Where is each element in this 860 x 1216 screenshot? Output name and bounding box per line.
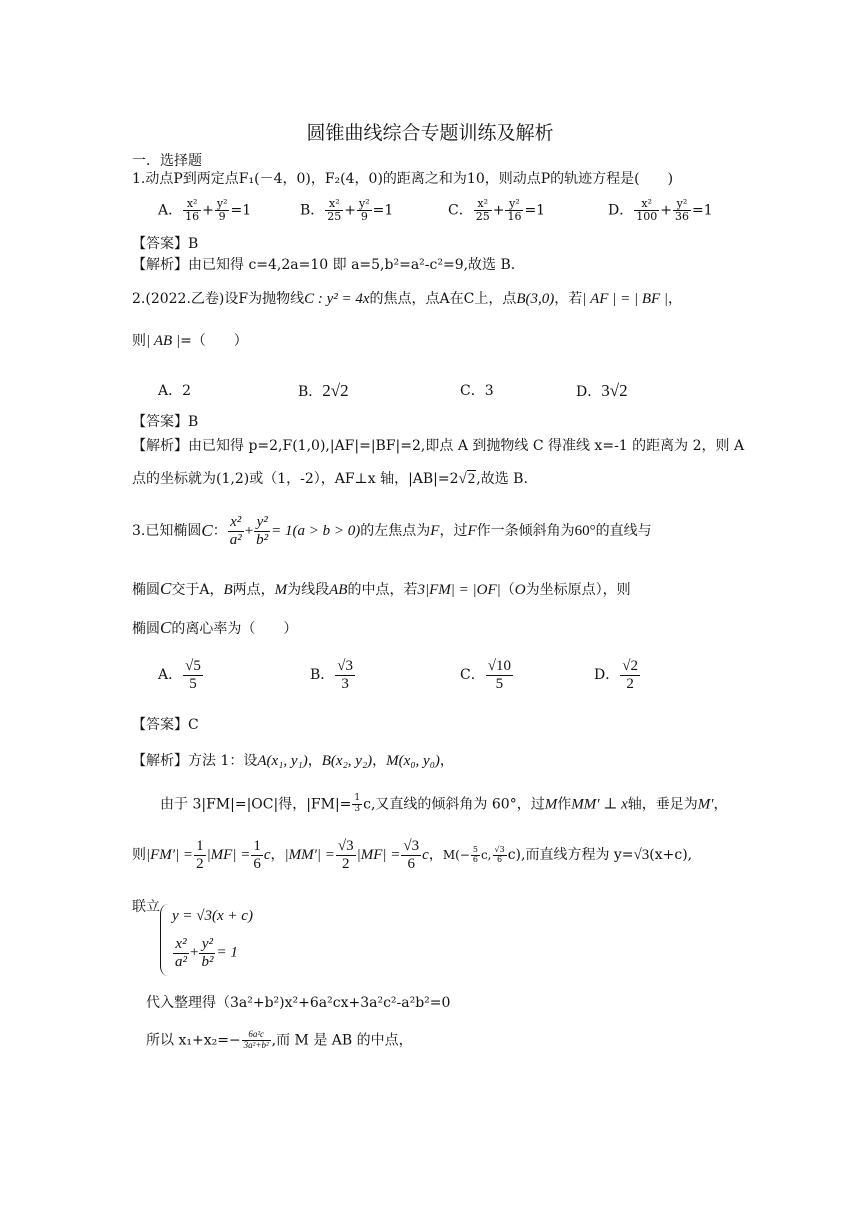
q2-option-a: A．2 <box>158 383 192 399</box>
q2-option-b: B．2√2 <box>298 381 349 400</box>
q2-option-d: D．3√2 <box>576 381 628 400</box>
q3-step1: 由于 3|FM|=|OC|得，|FM|= $\frac{1}{3}$ c,又直线的倾斜角为 60°，过M作MM′ ⊥ x轴，垂足为M′， <box>160 793 728 814</box>
q3-stem: 3.已知椭圆C： $\frac{\text{x²}}{\text{a²}}$ + $\frac{\text{y²}}{\text{b²}}$ = 1(a > b > 0)的左焦点为F，过F作一条倾斜角为60°的直线与 <box>132 514 652 548</box>
q1-option-d: D． $\frac{\text{x²}}{100}$ + $\frac{\text{y²}}{36}$ =1 <box>608 197 713 224</box>
q3-option-b: B． $\frac{√3}{3}$ <box>310 658 354 692</box>
q2-stem-line2: 则| AB |=（ ） <box>132 333 248 349</box>
q3-substitute: 代入整理得（3a²+b²)x²+6a²cx+3a²c²-a²b²=0 <box>146 995 451 1011</box>
q3-step2: 则|FM′| = $\frac{1}{2}$ |MF| = $\frac{1}{6}$ c，|MM′| = $\frac{√3}{2}$ |MF| = $\frac{√3}{6}$ c，M(− $\frac{5}{6}$ c, $\frac{√3}{6}$ c),而直线方程为 y=√3(x+c), <box>132 838 693 872</box>
q3-method1: 【解析】方法 1：设A(x₁, y₁)，B(x₂, y₂)，M(x₀, y₀)， <box>132 753 454 769</box>
q3-stem-line2: 椭圆C交于A，B两点，M为线段AB的中点，若3|FM| = |OF|（O为坐标原点），则 <box>132 579 631 598</box>
system-eq2: $\frac{\text{x²}}{\text{a²}}$ + $\frac{\text{y²}}{\text{b²}}$ = 1 <box>175 936 238 970</box>
section-heading: 一．选择题 <box>132 153 202 169</box>
q2-answer: 【答案】B <box>132 414 199 430</box>
q3-answer: 【答案】C <box>132 717 199 733</box>
q3-option-c: C． $\frac{√10}{5}$ <box>460 658 511 692</box>
q3-lianli-label: 联立 <box>132 899 160 915</box>
system-brace <box>160 904 169 976</box>
q1-option-c: C． $\frac{\text{x²}}{25}$ + $\frac{\text{y²}}{16}$ =1 <box>448 197 546 224</box>
q3-sum: 所以 x₁+x₂=− $\frac{\text{6a²c}}{\text{3a²+b²}}$ ,而 M 是 AB 的中点， <box>146 1029 413 1050</box>
page-title: 圆锥曲线综合专题训练及解析 <box>306 122 554 144</box>
q3-option-a: A． $\frac{√5}{5}$ <box>158 658 201 692</box>
q3-stem-line3: 椭圆C的离心率为（ ） <box>132 618 298 637</box>
q2-explanation: 【解析】由已知得 p=2,F(1,0),|AF|=|BF|=2,即点 A 到抛物线 C 得准线 x=-1 的距离为 2，则 A <box>132 438 745 454</box>
system-eq1: y = √3(x + c) <box>172 908 253 924</box>
q1-stem: 1.动点P到两定点F₁(－4，0)，F₂(4，0)的距离之和为10，则动点P的轨迹方程是( ) <box>132 171 674 187</box>
q2-stem: 2.(2022.乙卷)设F为抛物线C : y² = 4x的焦点，点A在C上，点B(3,0)，若| AF | = | BF |， <box>132 291 683 307</box>
q1-answer: 【答案】B <box>132 236 199 252</box>
q2-options <box>158 382 758 404</box>
q3-options <box>158 658 758 704</box>
q1-option-a: A． $\frac{\text{x²}}{16}$ + $\frac{\text{y²}}{9}$ =1 <box>158 197 252 224</box>
q2-option-c: C．3 <box>460 383 494 399</box>
q1-option-b: B． $\frac{\text{x²}}{25}$ + $\frac{\text{y²}}{9}$ =1 <box>300 197 394 224</box>
q3-option-d: D． $\frac{√2}{2}$ <box>594 658 638 692</box>
q2-explanation-line2: 点的坐标就为(1,2)或（1，-2），AF⊥x 轴，|AB|=2√2,故选 B. <box>132 471 528 487</box>
q1-explanation: 【解析】由已知得 c=4,2a=10 即 a=5,b²=a²-c²=9,故选 B. <box>132 257 516 273</box>
